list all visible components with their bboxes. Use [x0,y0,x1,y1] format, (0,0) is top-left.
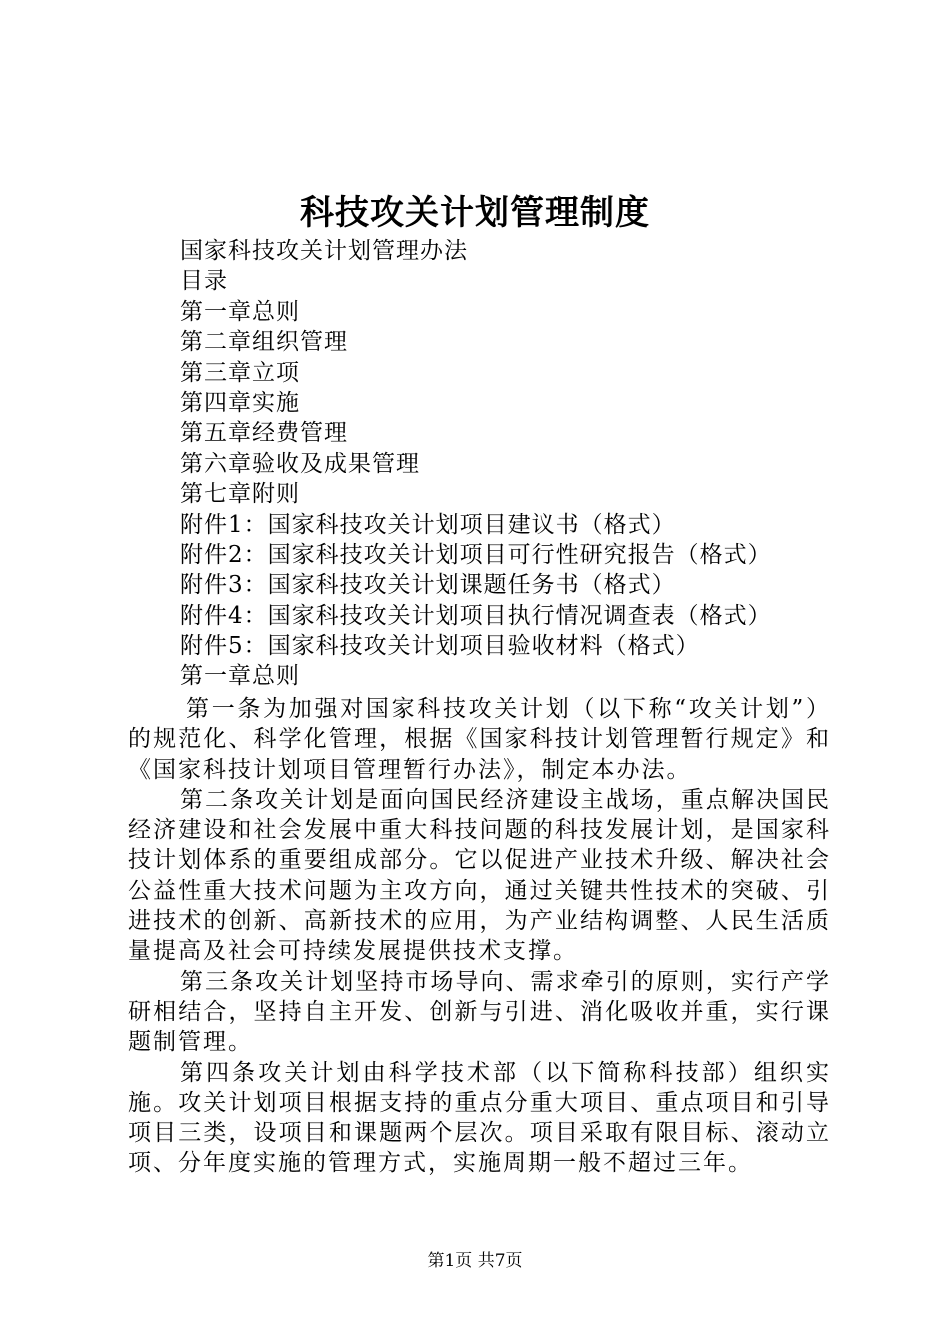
article-paragraph: 第三条攻关计划坚持市场导向、需求牵引的原则，实行产学研相结合，坚持自主开发、创新与引进、消化吸收并重，实行课题制管理。 [128,968,831,1056]
toc-line: 附件2：国家科技攻关计划项目可行性研究报告（格式） [180,541,772,568]
toc-line: 第四章实施 [180,389,300,416]
toc-line: 第一章总则 [180,663,300,690]
toc-line: 目录 [180,268,228,295]
toc-line: 国家科技攻关计划管理办法 [180,238,468,264]
article-body [128,694,831,1179]
toc-line: 附件1：国家科技攻关计划项目建议书（格式） [180,511,676,538]
toc-line: 附件5：国家科技攻关计划项目验收材料（格式） [180,633,700,660]
toc-line: 第七章附则 [180,481,300,508]
document-title: 科技攻关计划管理制度 [300,193,650,233]
toc-line: 第五章经费管理 [180,420,348,447]
page-number-footer: 第1页 共7页 [427,1251,523,1271]
toc-line: 第一章总则 [180,298,300,325]
toc-line: 附件3：国家科技攻关计划课题任务书（格式） [180,572,676,599]
toc-line: 附件4：国家科技攻关计划项目执行情况调查表（格式） [180,602,772,629]
toc-line: 第六章验收及成果管理 [180,450,420,477]
toc-line: 第二章组织管理 [180,329,348,356]
article-paragraph: 第一条为加强对国家科技攻关计划（以下称“攻关计划”）的规范化、科学化管理，根据《国家科技计划管理暂行规定》和《国家科技计划项目管理暂行办法》，制定本办法。 [128,696,831,783]
toc-line: 第三章立项 [180,359,300,386]
article-paragraph: 第二条攻关计划是面向国民经济建设主战场，重点解决国民经济建设和社会发展中重大科技问题的科技发展计划，是国家科技计划体系的重要组成部分。它以促进产业技术升级、解决社会公益性重大技术问题为主攻方向，通过关键共性技术的突破、引进技术的创新、高新技术的应用，为产业结构调整、人民生活质量提高及社会可持续发展提供技术支撑。 [128,786,831,965]
table-of-contents [180,236,772,692]
article-paragraph: 第四条攻关计划由科学技术部（以下简称科技部）组织实施。攻关计划项目根据支持的重点分重大项目、重点项目和引导项目三类，设项目和课题两个层次。项目采取有限目标、滚动立项、分年度实施的管理方式，实施周期一般不超过三年。 [128,1059,831,1177]
